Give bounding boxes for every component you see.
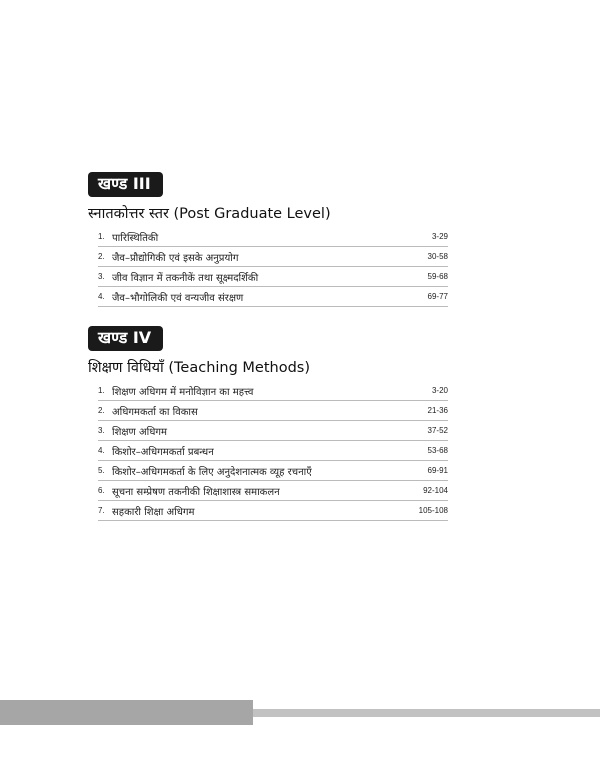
toc-pages: 3-29 <box>431 232 448 241</box>
toc-title: सूचना सम्प्रेषण तकनीकी शिक्षाशास्त्र समाकलन <box>112 486 280 498</box>
toc-pages: 3-20 <box>431 386 448 395</box>
toc-row <box>98 287 448 307</box>
footer-bar-dark <box>0 700 253 725</box>
toc-row <box>98 461 448 481</box>
toc-row <box>98 227 448 247</box>
toc-pages: 69-91 <box>427 466 448 475</box>
toc-pages: 21-36 <box>427 406 448 415</box>
toc-number: 2. <box>98 406 105 415</box>
toc-number: 5. <box>98 466 105 475</box>
toc-number: 4. <box>98 292 105 301</box>
toc-list <box>88 227 448 307</box>
toc-title: अधिगमकर्ता का विकास <box>112 406 198 418</box>
toc-list <box>88 381 448 521</box>
toc-title: जैव–प्रौद्योगिकी एवं इसके अनुप्रयोग <box>112 252 239 264</box>
toc-pages: 92-104 <box>423 486 448 495</box>
toc-number: 7. <box>98 506 105 515</box>
toc-number: 1. <box>98 232 105 241</box>
toc-title: किशोर–अधिगमकर्ता प्रबन्धन <box>112 446 214 458</box>
toc-number: 4. <box>98 446 105 455</box>
toc-title: शिक्षण अधिगम में मनोविज्ञान का महत्त्व <box>112 386 254 398</box>
section-khand-4 <box>88 326 448 521</box>
toc-number: 3. <box>98 272 105 281</box>
toc-pages: 37-52 <box>427 426 448 435</box>
section-title: स्नातकोत्तर स्तर (Post Graduate Level) <box>88 206 331 222</box>
toc-row <box>98 481 448 501</box>
toc-pages: 30-58 <box>427 252 448 261</box>
toc-pages: 69-77 <box>427 292 448 301</box>
toc-title: शिक्षण अधिगम <box>112 426 167 438</box>
toc-number: 6. <box>98 486 105 495</box>
toc-title: पारिस्थितिकी <box>112 232 159 244</box>
toc-pages: 59-68 <box>427 272 448 281</box>
toc-row <box>98 441 448 461</box>
toc-title: जीव विज्ञान में तकनीकें तथा सूक्ष्मदर्शिकी <box>112 272 259 284</box>
toc-number: 2. <box>98 252 105 261</box>
section-khand-3 <box>88 172 448 307</box>
toc-row <box>98 267 448 287</box>
section-title: शिक्षण विधियाँ (Teaching Methods) <box>88 360 311 376</box>
toc-title: जैव–भौगोलिकी एवं वन्यजीव संरक्षण <box>112 292 244 304</box>
section-badge: खण्ड IV <box>88 326 163 351</box>
toc-number: 1. <box>98 386 105 395</box>
toc-row <box>98 247 448 267</box>
toc-row <box>98 421 448 441</box>
toc-row <box>98 501 448 521</box>
toc-pages: 105-108 <box>418 506 448 515</box>
toc-title: किशोर–अधिगमकर्ता के लिए अनुदेशनात्मक व्यूह रचनाएँ <box>112 466 312 478</box>
toc-pages: 53-68 <box>427 446 448 455</box>
toc-row <box>98 381 448 401</box>
toc-title: सहकारी शिक्षा अधिगम <box>112 506 195 518</box>
section-badge: खण्ड III <box>88 172 163 197</box>
toc-row <box>98 401 448 421</box>
toc-number: 3. <box>98 426 105 435</box>
footer-bar-light <box>253 709 600 717</box>
